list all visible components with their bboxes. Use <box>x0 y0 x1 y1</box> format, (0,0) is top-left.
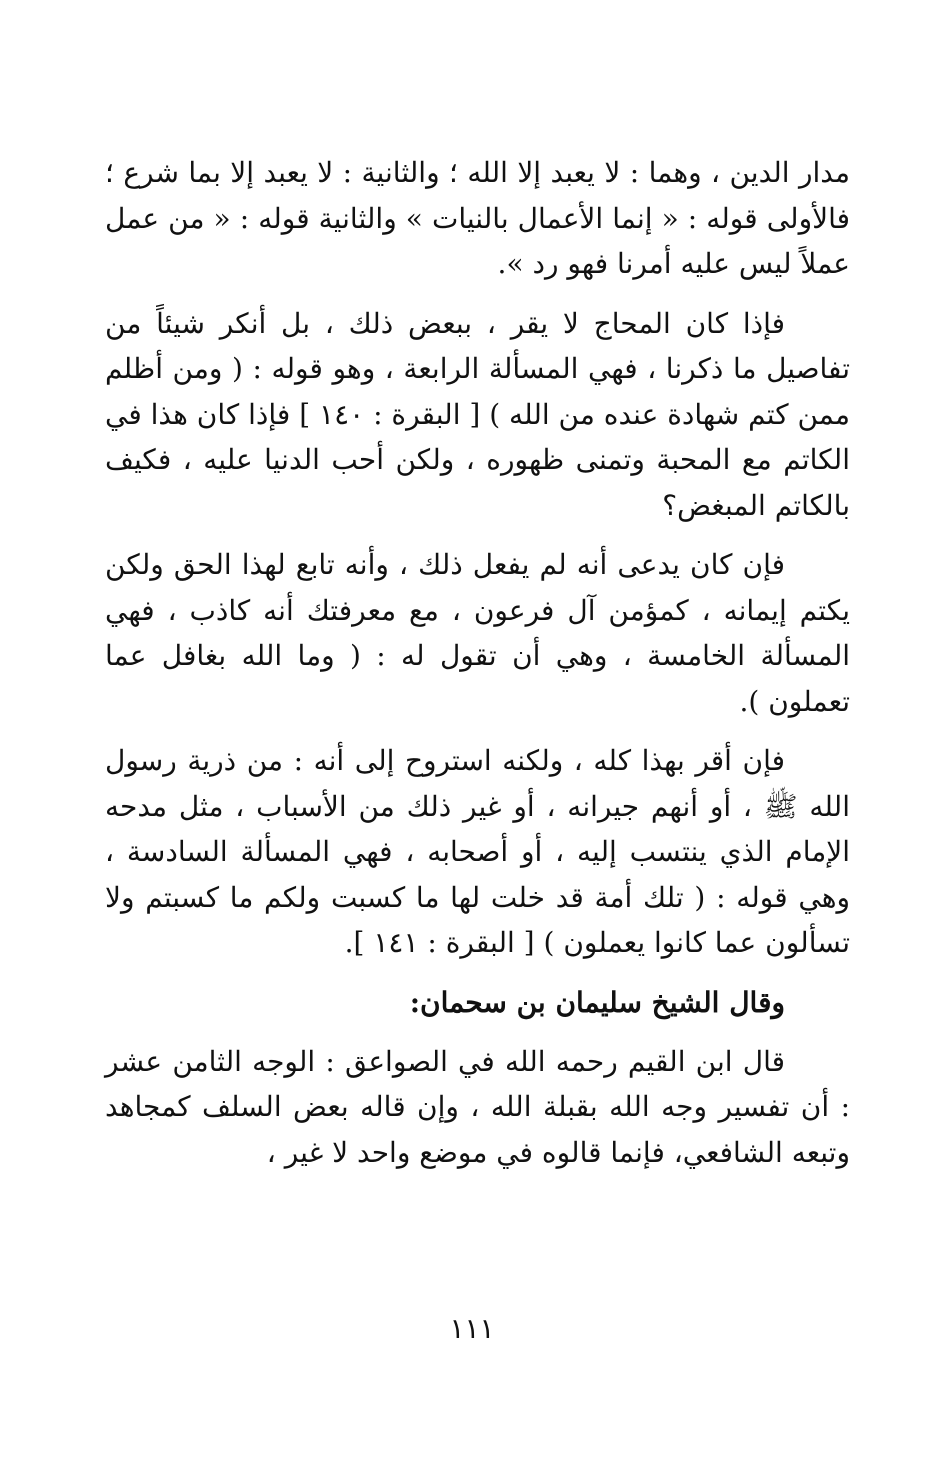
paragraph-1: مدار الدين ، وهما : لا يعبد إلا الله ؛ والثانية : لا يعبد إلا بما شرع ؛ فالأولى قوله : « إنما الأعمال بالنيات » والثانية قوله : « من عمل عملاً ليس عليه أمرنا فهو رد ». <box>105 156 850 280</box>
paragraph-2: فإذا كان المحاج لا يقر ، ببعض ذلك ، بل أنكر شيئاً من تفاصيل ما ذكرنا ، فهي المسألة الرابعة ، وهو قوله : ( ومن أظلم ممن كتم شهادة عنده من الله ) [ البقرة : ١٤٠ ] فإذا كان هذا في الكاتم مع المحبة وتمنى ظهوره ، ولكن أحب الدنيا عليه ، فكيف بالكاتم المبغض؟ <box>105 306 850 522</box>
paragraph-3: فإن كان يدعى أنه لم يفعل ذلك ، وأنه تابع لهذا الحق ولكن يكتم إيمانه ، كمؤمن آل فرعون ، مع معرفتك أنه كاذب ، فهي المسألة الخامسة ، وهي أن تقول له : ( وما الله بغافل عما تعملون ). <box>105 548 850 718</box>
section-heading: وقال الشيخ سليمان بن سحمان: <box>409 985 785 1019</box>
page-body <box>105 150 850 1189</box>
paragraph-4: فإن أقر بهذا كله ، ولكنه استروح إلى أنه : من ذرية رسول الله ﷺ ، أو أنهم جيرانه ، أو غير ذلك من الأسباب ، مثل مدحه الإمام الذي ينتسب إليه ، أو أصحابه ، فهي المسألة السادسة ، وهي قوله : ( تلك أمة قد خلت لها ما كسبت ولكم ما كسبتم ولا تسألون عما كانوا يعملون ) [ البقرة : ١٤١ ]. <box>105 744 850 959</box>
page-number: ١١١ <box>449 1312 495 1345</box>
paragraph-5: قال ابن القيم رحمه الله في الصواعق : الوجه الثامن عشر : أن تفسير وجه الله بقبلة الله ، وإن قاله بعض السلف كمجاهد وتبعه الشافعي، فإنما قالوه في موضع واحد لا غير ، <box>105 1044 850 1169</box>
